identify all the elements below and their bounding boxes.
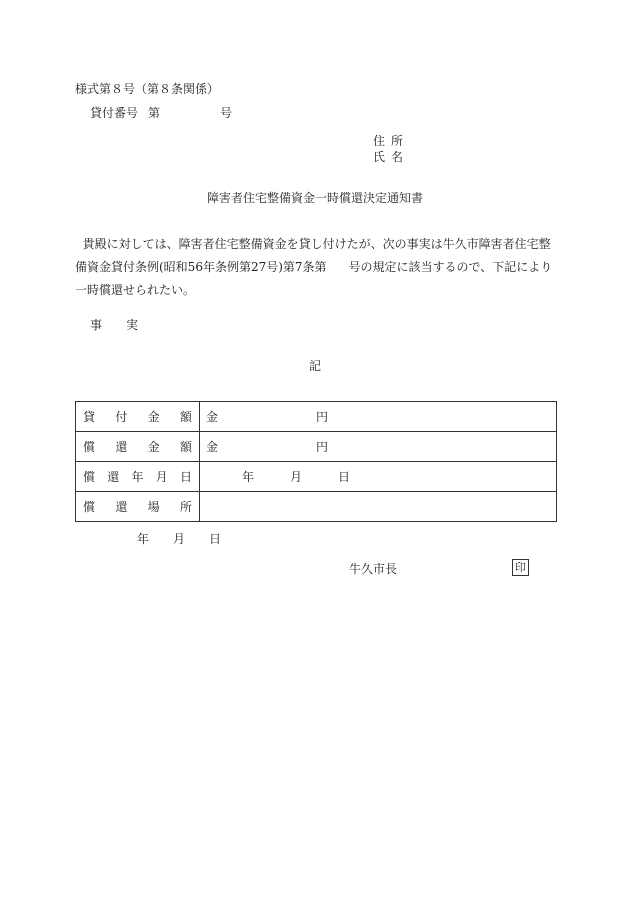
loan-number-dai: 第	[148, 106, 161, 120]
repayment-place-value[interactable]	[200, 492, 557, 522]
label-char: 月	[155, 470, 168, 484]
repayment-amount-value[interactable]	[200, 432, 557, 462]
body-line-1: 貴殿に対しては、障害者住宅整備資金を貸し付けたが、次の事実は牛久市障害者住宅整	[82, 237, 551, 251]
label-char: 場	[147, 500, 160, 514]
address-label: 住所	[373, 134, 410, 148]
form-number: 様式第８号（第８条関係）	[75, 82, 220, 96]
label-char: 還	[115, 500, 128, 514]
body-line-2a: 備資金貸付条例(昭和56年条例第27号)第7条第	[75, 260, 327, 274]
kin-char: 金	[206, 410, 219, 424]
repayment-amount-label	[76, 432, 200, 462]
table-row	[76, 402, 557, 432]
label-char: 日	[179, 470, 192, 484]
fact-char-1: 事	[90, 318, 103, 332]
table-row	[76, 492, 557, 522]
details-table	[75, 401, 557, 522]
repayment-date-label	[76, 462, 200, 492]
body-line-2b: 号の規定に該当するので、下記により	[348, 260, 553, 274]
body-line-3: 一時償還せられたい。	[75, 283, 196, 297]
loan-amount-value[interactable]	[200, 402, 557, 432]
seal-stamp: 印	[512, 559, 529, 576]
label-char: 還	[107, 470, 120, 484]
ki-heading: 記	[308, 359, 321, 373]
loan-number-label: 貸付番号	[90, 106, 139, 120]
yen-char: 円	[316, 440, 329, 454]
mayor-signature: 牛久市長	[349, 562, 398, 576]
address-block	[373, 134, 409, 166]
day-char: 日	[338, 470, 351, 484]
table-row	[76, 432, 557, 462]
label-char: 額	[179, 440, 192, 454]
label-char: 額	[179, 410, 192, 424]
date-month: 月	[173, 532, 186, 546]
repayment-place-label	[76, 492, 200, 522]
fact-label	[90, 318, 138, 332]
table-row	[76, 462, 557, 492]
repayment-date-value[interactable]	[200, 462, 557, 492]
name-label: 氏名	[373, 150, 410, 164]
label-char: 所	[179, 500, 192, 514]
fact-char-2: 実	[126, 318, 139, 332]
label-char: 償	[83, 440, 96, 454]
yen-char: 円	[316, 410, 329, 424]
date-year: 年	[137, 532, 150, 546]
loan-number-go: 号	[220, 106, 233, 120]
label-char: 金	[147, 410, 160, 424]
year-char: 年	[242, 470, 255, 484]
label-char: 償	[83, 470, 96, 484]
issue-date	[137, 532, 221, 546]
loan-amount-label	[76, 402, 200, 432]
loan-number-line	[90, 106, 232, 120]
kin-char: 金	[206, 440, 219, 454]
body-paragraph	[75, 233, 559, 302]
label-char: 貸	[83, 410, 96, 424]
document-title: 障害者住宅整備資金一時償還決定通知書	[206, 191, 423, 205]
label-char: 償	[83, 500, 96, 514]
label-char: 還	[115, 440, 128, 454]
month-char: 月	[290, 470, 303, 484]
label-char: 年	[131, 470, 144, 484]
label-char: 金	[147, 440, 160, 454]
date-day: 日	[209, 532, 222, 546]
label-char: 付	[115, 410, 128, 424]
